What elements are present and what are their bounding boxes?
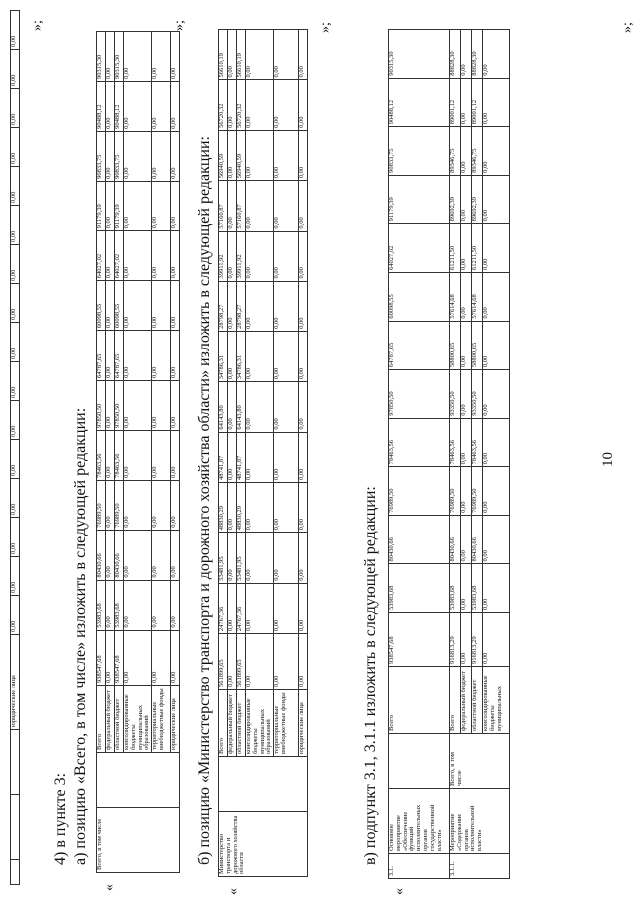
value-cell: 0,00 <box>171 580 180 630</box>
value-cell: 0,00 <box>106 331 115 381</box>
value-cell: 93350,50 <box>472 370 483 419</box>
value-cell: 89692,39 <box>450 175 461 224</box>
table-b-open-quote: « <box>226 888 241 895</box>
value-cell: 90833,75 <box>97 131 106 181</box>
row-description: Мероприятие «Содержание органов исполнительной власти» <box>450 789 510 854</box>
empty-cell <box>11 795 20 860</box>
value-cell: 56940,59 <box>237 130 246 180</box>
row-label: консолидированные бюджеты муниципальных образований <box>246 690 274 757</box>
table-row <box>299 30 308 877</box>
value-cell: 0,00 <box>124 32 152 82</box>
value-cell: 0,00 <box>171 82 180 132</box>
value-cell: 0,00 <box>483 78 510 127</box>
table-c-close-quote: »; <box>620 22 635 33</box>
row-label: юридические лица <box>171 686 180 753</box>
value-cell: 78463,56 <box>472 418 483 467</box>
value-cell: 0,00 <box>461 370 472 419</box>
group-cell: Всего, в том числе <box>97 808 180 873</box>
value-cell: 0,00 <box>483 370 510 419</box>
row-number: 3.1.1. <box>450 854 510 879</box>
value-cell: 0,00 <box>461 613 472 667</box>
group-cell: Министерство транспорта и дорожного хозяйства области <box>219 812 308 877</box>
value-cell: 0,00 <box>11 284 20 323</box>
value-cell: 0,00 <box>106 480 115 530</box>
value-cell: 0,00 <box>124 231 152 281</box>
table-row <box>389 30 450 879</box>
value-cell: 0,00 <box>274 80 299 130</box>
value-cell: 0,00 <box>152 430 171 480</box>
value-cell: 61211,50 <box>472 224 483 273</box>
row-label: областной бюджет <box>115 686 124 753</box>
value-cell: 0,00 <box>461 224 472 273</box>
value-cell: 58800,65 <box>450 321 461 370</box>
value-cell: 0,00 <box>228 181 237 231</box>
value-cell: 56610,19 <box>237 30 246 81</box>
value-cell: 97850,50 <box>97 381 106 431</box>
value-cell: 0,00 <box>11 167 20 206</box>
table-b <box>218 29 308 877</box>
value-cell: 0,00 <box>274 331 299 381</box>
value-cell: 916813,29 <box>472 613 483 667</box>
value-cell: 0,00 <box>461 321 472 370</box>
value-cell: 0,00 <box>152 530 171 580</box>
value-cell: 0,00 <box>228 231 237 281</box>
value-cell: 0,00 <box>246 331 274 381</box>
value-cell: 0,00 <box>246 382 274 432</box>
value-cell: 53983,68 <box>97 580 106 630</box>
value-cell: 0,00 <box>152 181 171 231</box>
value-cell: 0,00 <box>106 181 115 231</box>
value-cell: 80430,66 <box>450 515 461 564</box>
value-cell: 0,00 <box>274 130 299 180</box>
value-cell: 0,00 <box>106 281 115 331</box>
value-cell: 0,00 <box>246 231 274 281</box>
value-cell: 76989,50 <box>389 467 450 516</box>
value-cell: 90488,12 <box>97 82 106 132</box>
value-cell: 61211,50 <box>450 224 461 273</box>
value-cell: 0,00 <box>124 381 152 431</box>
section-b-heading: б) позицию «Министерство транспорта и дорожного хозяйства области» изложить в следующей редакции: <box>196 136 213 865</box>
value-cell: 0,00 <box>246 281 274 331</box>
group-cell <box>389 734 450 789</box>
value-cell: 0,00 <box>299 533 308 583</box>
value-cell: 78463,56 <box>115 430 124 480</box>
value-cell: 0,00 <box>11 11 20 50</box>
row-label: областной бюджет <box>472 667 483 734</box>
value-cell: 0,00 <box>124 580 152 630</box>
value-cell: 89346,75 <box>472 127 483 176</box>
row-label: консолидированные бюджеты муниципальных <box>483 667 510 734</box>
value-cell: 0,00 <box>228 583 237 633</box>
value-cell: 90315,30 <box>389 30 450 79</box>
value-cell: 0,00 <box>483 224 510 273</box>
value-cell: 0,00 <box>228 482 237 532</box>
value-cell: 0,00 <box>106 82 115 132</box>
value-cell: 0,00 <box>228 80 237 130</box>
value-cell: 0,00 <box>106 131 115 181</box>
table-a-open-quote: « <box>102 884 117 891</box>
value-cell: 76989,50 <box>97 480 106 530</box>
value-cell: 89346,75 <box>450 127 461 176</box>
value-cell: 90315,30 <box>115 32 124 82</box>
value-cell: 53983,68 <box>389 564 450 613</box>
value-cell: 0,00 <box>299 231 308 281</box>
group-cell: Всего, в том числе <box>450 734 510 789</box>
value-cell: 56940,59 <box>219 130 228 180</box>
table-row <box>171 32 180 873</box>
table-row <box>152 32 171 873</box>
row-number: 3.1. <box>389 854 450 879</box>
value-cell: 56610,19 <box>219 30 228 81</box>
value-cell: 0,00 <box>228 432 237 482</box>
value-cell: 39911,92 <box>237 231 246 281</box>
value-cell: 0,00 <box>171 530 180 580</box>
value-cell: 57614,68 <box>472 273 483 322</box>
value-cell: 91179,39 <box>97 181 106 231</box>
value-cell: 53983,68 <box>472 564 483 613</box>
value-cell: 0,00 <box>228 130 237 180</box>
value-cell: 0,00 <box>274 482 299 532</box>
value-cell: 0,00 <box>152 231 171 281</box>
value-cell: 90315,30 <box>97 32 106 82</box>
value-cell: 53983,68 <box>450 564 461 613</box>
value-cell: 561899,65 <box>237 634 246 690</box>
value-cell: 0,00 <box>299 130 308 180</box>
value-cell: 0,00 <box>274 583 299 633</box>
value-cell: 64027,02 <box>115 231 124 281</box>
value-cell: 80430,66 <box>115 530 124 580</box>
row-label: консолидированные бюджеты муниципальных образований <box>124 686 152 753</box>
spacer-cell <box>97 753 180 808</box>
value-cell: 0,00 <box>483 30 510 79</box>
table-row <box>274 30 299 877</box>
value-cell: 0,00 <box>106 630 115 685</box>
value-cell: 78463,56 <box>97 430 106 480</box>
value-cell: 0,00 <box>11 50 20 89</box>
value-cell: 34786,31 <box>237 331 246 381</box>
value-cell: 0,00 <box>11 362 20 401</box>
value-cell: 53481,95 <box>219 533 228 583</box>
value-cell: 0,00 <box>152 82 171 132</box>
row-description: Основное мероприятие «Обеспечение функций исполнительных органов государственной власти» <box>389 789 450 854</box>
value-cell: 48830,29 <box>219 482 228 532</box>
value-cell: 0,00 <box>106 580 115 630</box>
value-cell: 561899,65 <box>219 634 228 690</box>
value-cell: 0,00 <box>11 128 20 167</box>
value-cell: 0,00 <box>461 515 472 564</box>
value-cell: 48741,87 <box>219 432 228 482</box>
value-cell: 56720,32 <box>237 80 246 130</box>
value-cell: 0,00 <box>228 634 237 690</box>
value-cell: 0,00 <box>246 130 274 180</box>
value-cell: 0,00 <box>124 630 152 685</box>
value-cell: 0,00 <box>171 231 180 281</box>
value-cell: 89692,39 <box>472 175 483 224</box>
row-label: федеральный бюджет <box>106 686 115 753</box>
value-cell: 64787,65 <box>389 321 450 370</box>
row-label: федеральный бюджет <box>461 667 472 734</box>
row-label: территориальные внебюджетные фонды <box>152 686 171 753</box>
fragment-table <box>10 10 20 885</box>
value-cell: 0,00 <box>483 613 510 667</box>
value-cell: 78463,56 <box>389 418 450 467</box>
value-cell: 0,00 <box>299 432 308 482</box>
value-cell: 0,00 <box>274 281 299 331</box>
value-cell: 0,00 <box>11 245 20 284</box>
value-cell: 0,00 <box>11 440 20 479</box>
value-cell: 0,00 <box>171 131 180 181</box>
table-row <box>124 32 152 873</box>
value-cell: 0,00 <box>461 564 472 613</box>
row-label: юридические лица <box>299 690 308 757</box>
value-cell: 0,00 <box>171 630 180 685</box>
value-cell: 0,00 <box>106 530 115 580</box>
row-label: Всего <box>389 667 450 734</box>
spacer-cell <box>219 757 308 812</box>
value-cell: 0,00 <box>171 480 180 530</box>
value-cell: 0,00 <box>152 32 171 82</box>
table-c <box>388 29 510 879</box>
value-cell: 28798,27 <box>237 281 246 331</box>
table-row <box>246 30 274 877</box>
value-cell: 60098,55 <box>115 281 124 331</box>
value-cell: 0,00 <box>299 80 308 130</box>
row-label: федеральный бюджет <box>228 690 237 757</box>
value-cell: 60098,55 <box>97 281 106 331</box>
value-cell: 0,00 <box>246 583 274 633</box>
empty-cell <box>11 730 20 795</box>
value-cell: 0,00 <box>274 231 299 281</box>
value-cell: 56720,32 <box>219 80 228 130</box>
value-cell: 0,00 <box>11 479 20 518</box>
value-cell: 0,00 <box>299 30 308 81</box>
value-cell: 0,00 <box>299 583 308 633</box>
value-cell: 0,00 <box>124 480 152 530</box>
empty-cell <box>11 860 20 885</box>
value-cell: 0,00 <box>274 634 299 690</box>
value-cell: 0,00 <box>246 432 274 482</box>
value-cell: 0,00 <box>246 533 274 583</box>
value-cell: 0,00 <box>171 430 180 480</box>
value-cell: 0,00 <box>483 321 510 370</box>
value-cell: 0,00 <box>299 281 308 331</box>
item4-title: 4) в пункте 3: <box>52 772 69 865</box>
page-number: 10 <box>600 452 616 467</box>
value-cell: 0,00 <box>483 127 510 176</box>
value-cell: 0,00 <box>299 331 308 381</box>
value-cell: 0,00 <box>106 381 115 431</box>
value-cell: 24767,36 <box>237 583 246 633</box>
value-cell: 0,00 <box>106 32 115 82</box>
value-cell: 80430,66 <box>472 515 483 564</box>
value-cell: 91179,39 <box>389 175 450 224</box>
row-label: областной бюджет <box>237 690 246 757</box>
value-cell: 0,00 <box>11 596 20 635</box>
value-cell: 0,00 <box>228 382 237 432</box>
value-cell: 0,00 <box>152 331 171 381</box>
value-cell: 0,00 <box>299 634 308 690</box>
value-cell: 0,00 <box>171 381 180 431</box>
value-cell: 916813,29 <box>450 613 461 667</box>
value-cell: 0,00 <box>483 273 510 322</box>
value-cell: 0,00 <box>171 181 180 231</box>
value-cell: 64027,02 <box>97 231 106 281</box>
value-cell: 88828,30 <box>450 30 461 79</box>
value-cell: 90833,75 <box>115 131 124 181</box>
value-cell: 0,00 <box>483 418 510 467</box>
value-cell: 0,00 <box>11 557 20 596</box>
value-cell: 0,00 <box>246 482 274 532</box>
value-cell: 0,00 <box>11 206 20 245</box>
value-cell: 938547,68 <box>115 630 124 685</box>
value-cell: 58800,65 <box>472 321 483 370</box>
value-cell: 48741,87 <box>237 432 246 482</box>
value-cell: 60098,55 <box>389 273 450 322</box>
value-cell: 0,00 <box>124 530 152 580</box>
value-cell: 0,00 <box>274 30 299 81</box>
value-cell: 0,00 <box>152 480 171 530</box>
table-a <box>96 31 180 873</box>
value-cell: 93350,50 <box>450 370 461 419</box>
value-cell: 0,00 <box>171 32 180 82</box>
value-cell: 39911,92 <box>219 231 228 281</box>
row-label: Всего <box>219 690 228 757</box>
value-cell: 0,00 <box>106 430 115 480</box>
value-cell: 0,00 <box>124 181 152 231</box>
value-cell: 0,00 <box>461 30 472 79</box>
value-cell: 64787,65 <box>115 331 124 381</box>
value-cell: 97850,50 <box>115 381 124 431</box>
value-cell: 0,00 <box>299 382 308 432</box>
value-cell: 0,00 <box>152 131 171 181</box>
value-cell: 0,00 <box>483 564 510 613</box>
value-cell: 28798,27 <box>219 281 228 331</box>
value-cell: 0,00 <box>152 630 171 685</box>
value-cell: 0,00 <box>274 533 299 583</box>
value-cell: 88828,30 <box>472 30 483 79</box>
value-cell: 0,00 <box>228 281 237 331</box>
value-cell: 97850,50 <box>389 370 450 419</box>
value-cell: 48830,29 <box>237 482 246 532</box>
value-cell: 0,00 <box>299 482 308 532</box>
value-cell: 89001,12 <box>472 78 483 127</box>
value-cell: 34786,31 <box>219 331 228 381</box>
value-cell: 64027,02 <box>389 224 450 273</box>
value-cell: 90488,12 <box>115 82 124 132</box>
value-cell: 64143,80 <box>219 382 228 432</box>
value-cell: 0,00 <box>11 518 20 557</box>
row-label: юридические лица <box>11 635 20 730</box>
value-cell: 78463,56 <box>450 418 461 467</box>
value-cell: 64143,80 <box>237 382 246 432</box>
value-cell: 0,00 <box>228 331 237 381</box>
table-b-close-quote: »; <box>318 22 333 33</box>
value-cell: 0,00 <box>228 533 237 583</box>
value-cell: 0,00 <box>461 467 472 516</box>
value-cell: 0,00 <box>152 381 171 431</box>
value-cell: 0,00 <box>124 430 152 480</box>
value-cell: 0,00 <box>11 89 20 128</box>
value-cell: 80430,66 <box>389 515 450 564</box>
value-cell: 0,00 <box>246 181 274 231</box>
value-cell: 57614,68 <box>450 273 461 322</box>
value-cell: 76989,50 <box>450 467 461 516</box>
value-cell: 0,00 <box>483 467 510 516</box>
value-cell: 0,00 <box>152 580 171 630</box>
value-cell: 0,00 <box>274 382 299 432</box>
value-cell: 91179,39 <box>115 181 124 231</box>
row-label: Всего <box>450 667 461 734</box>
value-cell: 0,00 <box>461 418 472 467</box>
row-label: территориальные внебюджетные фонды <box>274 690 299 757</box>
fragment-end-quote: »; <box>30 20 45 31</box>
value-cell: 0,00 <box>483 175 510 224</box>
table-row <box>11 11 20 885</box>
value-cell: 0,00 <box>299 181 308 231</box>
value-cell: 938547,68 <box>389 613 450 667</box>
value-cell: 76989,50 <box>472 467 483 516</box>
value-cell: 0,00 <box>106 231 115 281</box>
value-cell: 76989,50 <box>115 480 124 530</box>
value-cell: 89001,12 <box>450 78 461 127</box>
value-cell: 0,00 <box>124 82 152 132</box>
row-label: Всего <box>97 686 106 753</box>
value-cell: 53983,68 <box>115 580 124 630</box>
value-cell: 0,00 <box>11 323 20 362</box>
value-cell: 0,00 <box>461 127 472 176</box>
value-cell: 0,00 <box>246 80 274 130</box>
value-cell: 0,00 <box>152 281 171 331</box>
value-cell: 0,00 <box>124 131 152 181</box>
section-a-heading: а) позицию «Всего, в том числе» изложить в следующей редакции: <box>72 407 89 865</box>
value-cell: 90833,75 <box>389 127 450 176</box>
value-cell: 0,00 <box>274 432 299 482</box>
table-row <box>450 30 461 879</box>
value-cell: 80430,66 <box>97 530 106 580</box>
value-cell: 0,00 <box>246 634 274 690</box>
value-cell: 0,00 <box>461 78 472 127</box>
value-cell: 64787,65 <box>97 331 106 381</box>
value-cell: 0,00 <box>171 331 180 381</box>
value-cell: 0,00 <box>461 273 472 322</box>
value-cell: 0,00 <box>11 401 20 440</box>
section-c-heading: в) подпункт 3.1, 3.1.1 изложить в следующей редакции: <box>362 486 379 865</box>
value-cell: 53481,95 <box>237 533 246 583</box>
value-cell: 57160,87 <box>219 181 228 231</box>
value-cell: 0,00 <box>228 30 237 81</box>
value-cell: 0,00 <box>483 515 510 564</box>
value-cell: 0,00 <box>246 30 274 81</box>
table-c-open-quote: « <box>392 888 407 895</box>
value-cell: 90488,12 <box>389 78 450 127</box>
value-cell: 0,00 <box>274 181 299 231</box>
value-cell: 0,00 <box>124 331 152 381</box>
value-cell: 938547,68 <box>97 630 106 685</box>
table-a-close-quote: »; <box>172 20 187 31</box>
value-cell: 24767,36 <box>219 583 228 633</box>
value-cell: 0,00 <box>124 281 152 331</box>
value-cell: 0,00 <box>171 281 180 331</box>
value-cell: 0,00 <box>461 175 472 224</box>
value-cell: 57160,87 <box>237 181 246 231</box>
